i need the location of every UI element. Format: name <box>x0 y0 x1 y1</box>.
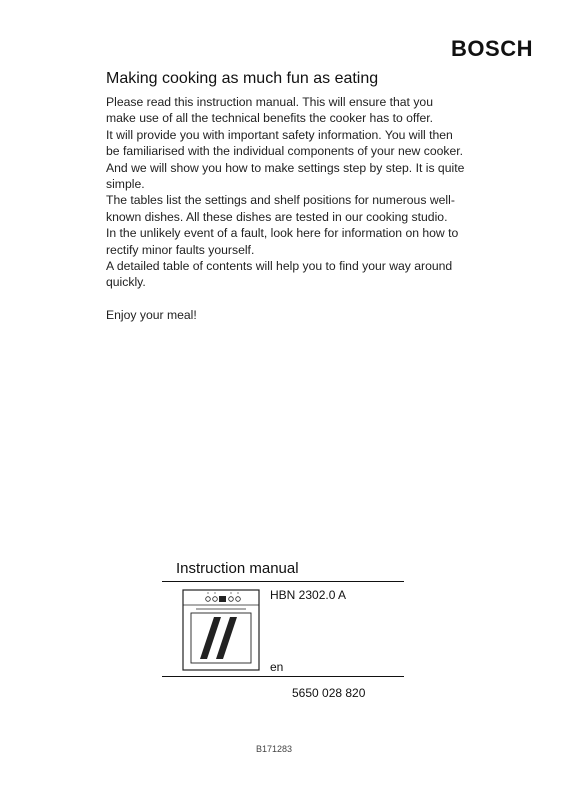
intro-paragraph: In the unlikely event of a fault, look here for information on how to rectify minor faults yourself. <box>106 226 459 257</box>
intro-paragraph: Please read this instruction manual. This will ensure that you make use of all the technical benefits the cooker has to offer. <box>106 95 434 126</box>
manual-title: Instruction manual <box>176 560 299 577</box>
intro-closing: Enjoy your meal! <box>106 307 197 322</box>
intro-paragraph: It will provide you with important safety information. You will then be familiarised with the individual components of your new cooker. And we will show you how to make settings step by step. It is quite simple. <box>106 127 465 192</box>
intro-heading: Making cooking as much fun as eating <box>106 70 379 87</box>
brand-logo: BOSCH <box>451 36 533 61</box>
model-number: HBN 2302.0 A <box>270 588 347 602</box>
part-number: 5650 028 820 <box>292 686 366 700</box>
bottom-divider <box>162 676 404 677</box>
language-code: en <box>270 660 284 674</box>
oven-icon <box>182 589 260 671</box>
intro-paragraph: A detailed table of contents will help you to find your way around quickly. <box>106 259 453 290</box>
top-divider <box>162 581 404 582</box>
footer-code: B171283 <box>256 744 293 754</box>
intro-section <box>106 70 466 323</box>
intro-paragraph: The tables list the settings and shelf positions for numerous well-known dishes. All these dishes are tested in our cooking studio. <box>106 193 455 224</box>
